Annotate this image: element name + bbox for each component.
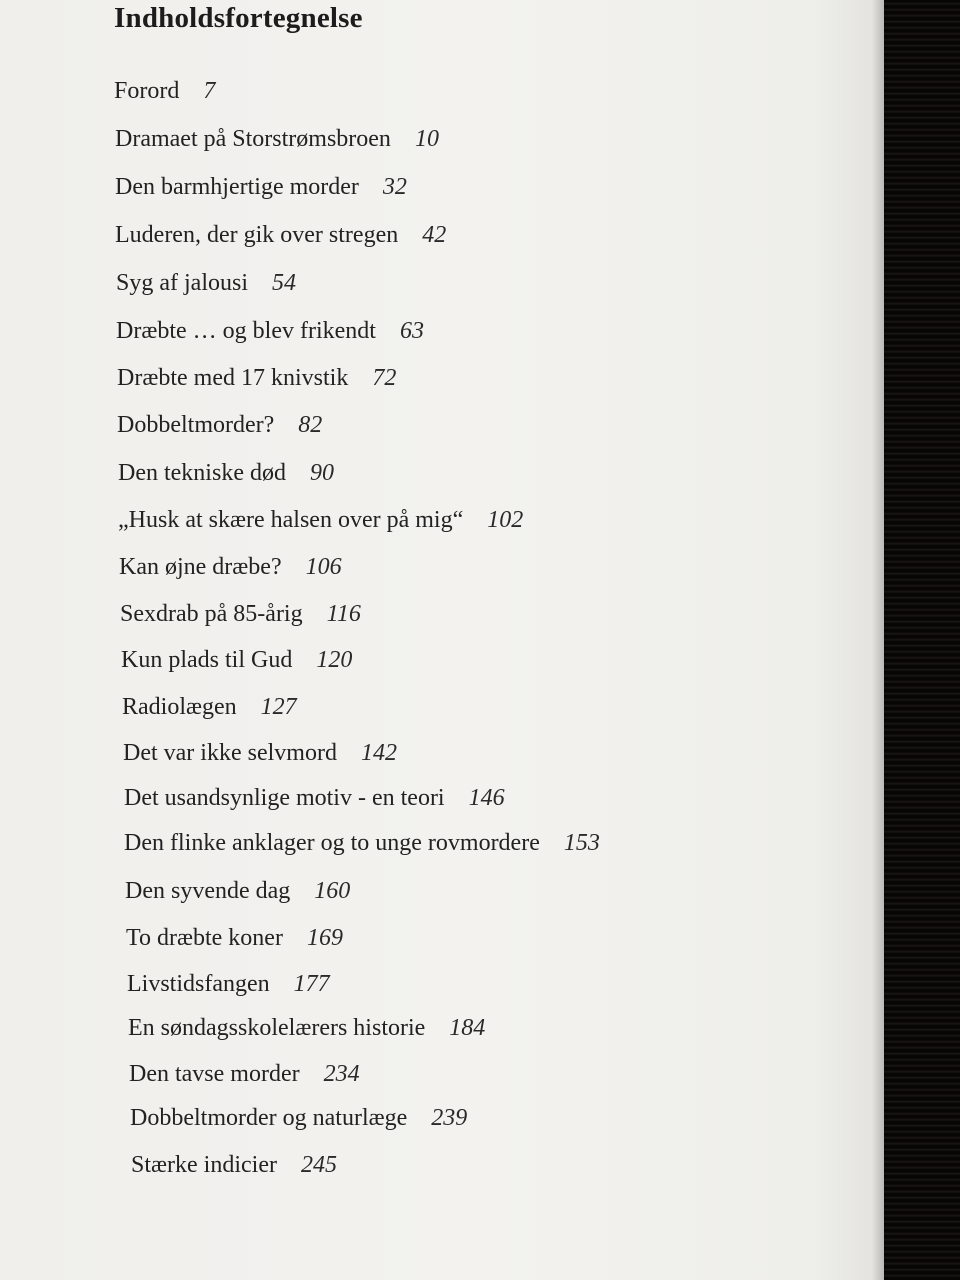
toc-entry	[115, 174, 407, 201]
toc-entry-page-number: 153	[563, 830, 600, 856]
toc-entry-page-number: 54	[272, 270, 296, 296]
toc-entry-title: Stærke indicier	[131, 1152, 277, 1178]
page-edge-shadow	[872, 0, 884, 1280]
toc-entry	[121, 647, 352, 674]
toc-entry	[126, 925, 343, 952]
toc-entry	[129, 1061, 360, 1088]
toc-entry-title: Sexdrab på 85-årig	[120, 601, 303, 627]
toc-entry-page-number: 239	[431, 1105, 468, 1131]
toc-entry-page-number: 42	[422, 222, 447, 248]
toc-entry-page-number: 142	[360, 740, 397, 766]
toc-entry-title: Kun plads til Gud	[121, 647, 293, 673]
toc-entry-page-number: 72	[372, 365, 397, 391]
toc-entry	[124, 785, 505, 812]
toc-entry-title: Det var ikke selvmord	[123, 740, 337, 766]
toc-entry-title: Dobbeltmorder og naturlæge	[130, 1105, 408, 1131]
toc-entry-page-number: 234	[323, 1061, 360, 1087]
toc-entry-page-number: 245	[300, 1152, 337, 1178]
toc-entry	[114, 78, 215, 105]
toc-entry-title: Luderen, der gik over stregen	[115, 222, 399, 248]
toc-entry-page-number: 82	[298, 412, 323, 438]
toc-entry-page-number: 120	[316, 647, 353, 673]
toc-entry-page-number: 177	[293, 971, 330, 997]
toc-entry-page-number: 32	[382, 174, 407, 200]
toc-entry-title: Den tavse morder	[129, 1061, 300, 1087]
toc-entry	[115, 222, 446, 249]
toc-entry-title: Den flinke anklager og to unge rovmordere	[124, 830, 540, 856]
toc-entry-page-number: 102	[487, 507, 524, 533]
toc-entry-title: Den tekniske død	[118, 460, 286, 486]
toc-entry-page-number: 7	[203, 78, 216, 104]
toc-entry-page-number: 160	[314, 878, 351, 904]
toc-entry-title: Kan øjne dræbe?	[119, 554, 282, 580]
toc-entry	[119, 554, 342, 581]
toc-entry	[122, 694, 297, 721]
toc-entry	[115, 126, 439, 153]
toc-entry-page-number: 184	[449, 1015, 486, 1041]
toc-entry-page-number: 106	[305, 554, 342, 580]
toc-entry	[130, 1105, 467, 1132]
toc-entry	[127, 971, 330, 998]
toc-entry-title: Det usandsynlige motiv - en teori	[124, 785, 445, 811]
toc-entry	[117, 365, 396, 392]
toc-entry-title: Den barmhjertige morder	[115, 174, 359, 200]
book-spine	[884, 0, 960, 1280]
toc-entry-title: Dobbeltmorder?	[117, 412, 275, 438]
toc-entry-title: „Husk at skære halsen over på mig“	[118, 507, 464, 533]
toc-entry-title: Dræbte med 17 knivstik	[117, 365, 349, 391]
toc-entry	[118, 460, 334, 487]
toc-entry-title: Forord	[114, 78, 180, 104]
toc-entry-page-number: 127	[260, 694, 297, 720]
toc-entry	[128, 1015, 485, 1042]
toc-entry	[125, 878, 350, 905]
toc-entry-page-number: 116	[326, 601, 361, 627]
toc-entry	[123, 740, 397, 767]
toc-entry-title: Radiolægen	[122, 694, 237, 720]
toc-entry-page-number: 63	[399, 318, 424, 344]
page-heading: Indholdsfortegnelse	[114, 2, 363, 34]
toc-entry	[118, 507, 523, 534]
toc-entry	[117, 412, 322, 439]
toc-entry	[116, 318, 424, 345]
toc-entry	[120, 601, 361, 628]
toc-entry	[131, 1152, 337, 1179]
toc-entry-page-number: 10	[414, 126, 439, 152]
toc-entry	[116, 270, 296, 297]
toc-entry-title: Dræbte … og blev frikendt	[116, 318, 376, 344]
toc-entry-page-number: 169	[306, 925, 343, 951]
toc-entry	[124, 830, 600, 857]
toc-entry-page-number: 146	[468, 785, 505, 811]
toc-entry-title: Den syvende dag	[125, 878, 291, 904]
toc-entry-title: Livstidsfangen	[127, 971, 270, 997]
toc-entry-title: To dræbte koner	[126, 925, 283, 951]
toc-entry-title: En søndagsskolelærers historie	[128, 1015, 426, 1041]
toc-entry-page-number: 90	[309, 460, 334, 486]
toc-entry-title: Dramaet på Storstrømsbroen	[115, 126, 391, 152]
toc-entry-title: Syg af jalousi	[116, 270, 248, 296]
